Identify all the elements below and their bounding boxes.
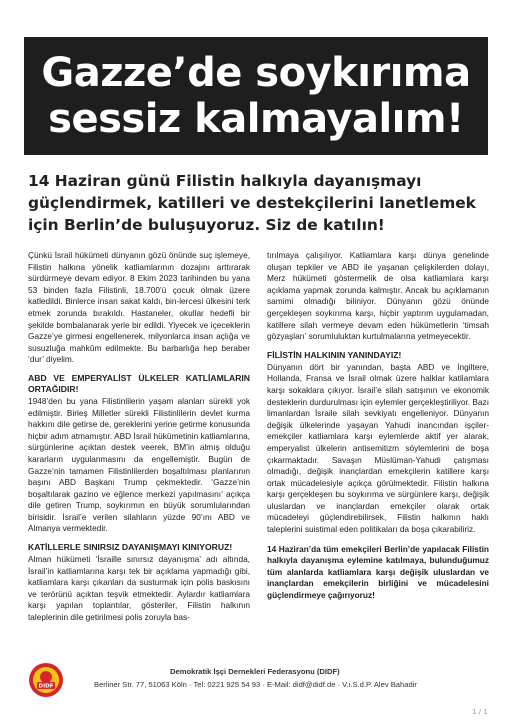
body-columns [28,250,488,640]
headline-line-2: sessiz kalmayalım! [48,96,464,142]
page-number: 1 / 1 [472,708,488,716]
svg-text:DIDF: DIDF [38,683,54,690]
intro-paragraph: Çünkü İsrail hükümeti dünyanın gözü önünde suç işlemeye, Filistin halkına yönelik katliamlarının dozajını arttırarak sürdürmeye devam ediyor. 8 Ekim 2023 tarihinden bu yana 53 binden fazla Filistinli, 18.700’ü çocuk olmak üzere katledildi. Binlerce insan sakat kaldı, bin-lercesi ülkesini terk etmek zorunda bırakıldı. Hastaneler, okullar hedefli bir şekilde bombalanarak yerle bir edildi. Yiyecek ve içeceklerin Gazze’ye girmesi engellenerek, milyonlarca insan açlığa ve susuzluğa mahkûm edilmekte. Bu barbarlığa hep beraber ‘dur’ diyelim. [28,250,250,365]
lead-text: 14 Haziran günü Filistin halkıyla dayanışmayı güçlendirmek, katilleri ve destekçilerini lanetlemek için Berlin’de buluşuyoruz. Siz de katılın! [28,172,476,234]
body-paragraph: 1948’den bu yana Filistinlilerin yaşam alanları sürekli yok edilmiştir. Birleş Milletler sürekli Filistinlilerin devlet kurma hakkını dile getirse de, gereklerini yerine getirme konusunda hiçbir adım atmamıştır. ABD İsrail hükümetinin katliamlarına, sürgünlerine açıktan destek veerek, BM’in almış olduğu kararların uygulanmasını da engellemiştir. Bugün de Gazze’nin tamamen Filistinlilerden boşaltılması planlarının başını ABD Başkanı Trump çekmektedir. ‘Gazze’nin boşaltılarak gazino ve eğlence merkezi yapılmasını’ açıkça dile getiren Trump, soykırımın en büyük sorumlularından birisidir. İsrail’e verilen silahların yüzde 90’ını ABD ve Almanya vermektedir. [28,395,250,534]
organization-address: Berliner Str. 77, 51063 Köln · Tel: 0221 925 54 93 · E-Mail: didf@didf.de · V.i.S.d.P. Alev Bahadir [94,680,417,689]
body-paragraph: Dünyanın dört bir yanından, başta ABD ve İngiltere, Hollanda, Fransa ve İsrail olmak üzere halklar katliamlara karşı sokaklara çıkıyor. İsrail’e silah satışının ve ekonomik desteklerin durdurulması için eylemler gerçekleştiriliyor. Bazı limanlardan İsraile silah sevkiyatı engelleniyor. Dünyanın değişik ülkelerinde yaşayan Yahudi inancından işçiler-emekçiler katliamlara karşı eylemlerde aktif yer alarak, emperyalist ülkelerin antisemitizm söylemlerini de boşa çıkarmaktadır. Savaşın Müslüman-Yahudi çatışması olmadığı, değişik inançlardan emekçilerin katillere karşı ortak mücadelesiyle açıkça görülmektedir. Filistin halkına karşı gerçekleşen bu soykırıma ve sürgünlere karşı, değişik uluslardan ve inançlardan emekçiler olarak ortak mücadeleyi güçlendirebilirsek, Filistin halkının haklı taleplerini suistimal eden politikaları da boşa çıkarabiliriz. [267,361,489,535]
right-column [267,250,489,602]
body-paragraph: Alman hükümeti ‘İsraille sınırsız dayanışma’ adı altında, İsrail’in katliamlarına karşı tek bir açıklama yapmadığı gibi, katliamlara karşı çıkanları da susturmak için polis baskısını ve terörünü açıktan teşvik etmektedir. Aylardır katliamlara karşı yapılan toplantılar, gösteriler, Filistin halkının taleplerinin dile getirilmesi polis zoruyla bas- [28,554,250,623]
headline-line-1: Gazze’de soykırıma [41,50,471,96]
section-heading: ABD VE EMPERYALİST ÜLKELER KATLİAMLARIN ORTAĞIDIR! [28,372,250,394]
body-paragraph: tırılmaya çalışılıyor. Katliamlara karşı dünya genelinde oluşan tepkiler ve ABD ile yaşanan çelişkilerden dolayı, Merz hükümeti göstermelik de olsa katliamlara karşı açıklama yapmak zorunda kalmıştır. Ancak bu açıklamanın samimi olmadığı biliniyor. Dünyanın gözü önünde gerçekleşen soykırıma karşı, hiçbir yaptırım uygulamadan, katillere silah vermeye devam eden hükümetlerin ‘timsah gözyaşları’ sorumluluktan kurtulmalarına yetmeyecektir. [267,250,489,342]
section-heading: KATİLLERLE SINIRSIZ DAYANIŞMAYI KINIYORUZ! [28,542,233,553]
left-column [28,250,250,624]
section-heading: FİLİSTİN HALKININ YANINDAYIZ! [267,349,402,360]
didf-logo-icon [28,662,64,698]
closing-call: 14 Haziran’da tüm emekçileri Berlin’de yapılacak Filistin halkıyla dayanışma eylemine katılmaya, bulunduğumuz tüm alanlarda katliamlara karşı değişik uluslardan ve inançlardan emekçilerin birliğini ve mücadelesini güçlendirmeye çağırıyoruz! [267,543,489,601]
headline-banner [24,37,488,155]
organization-name: Demokratik İşçi Dernekleri Federasyonu (DIDF) [170,667,340,676]
